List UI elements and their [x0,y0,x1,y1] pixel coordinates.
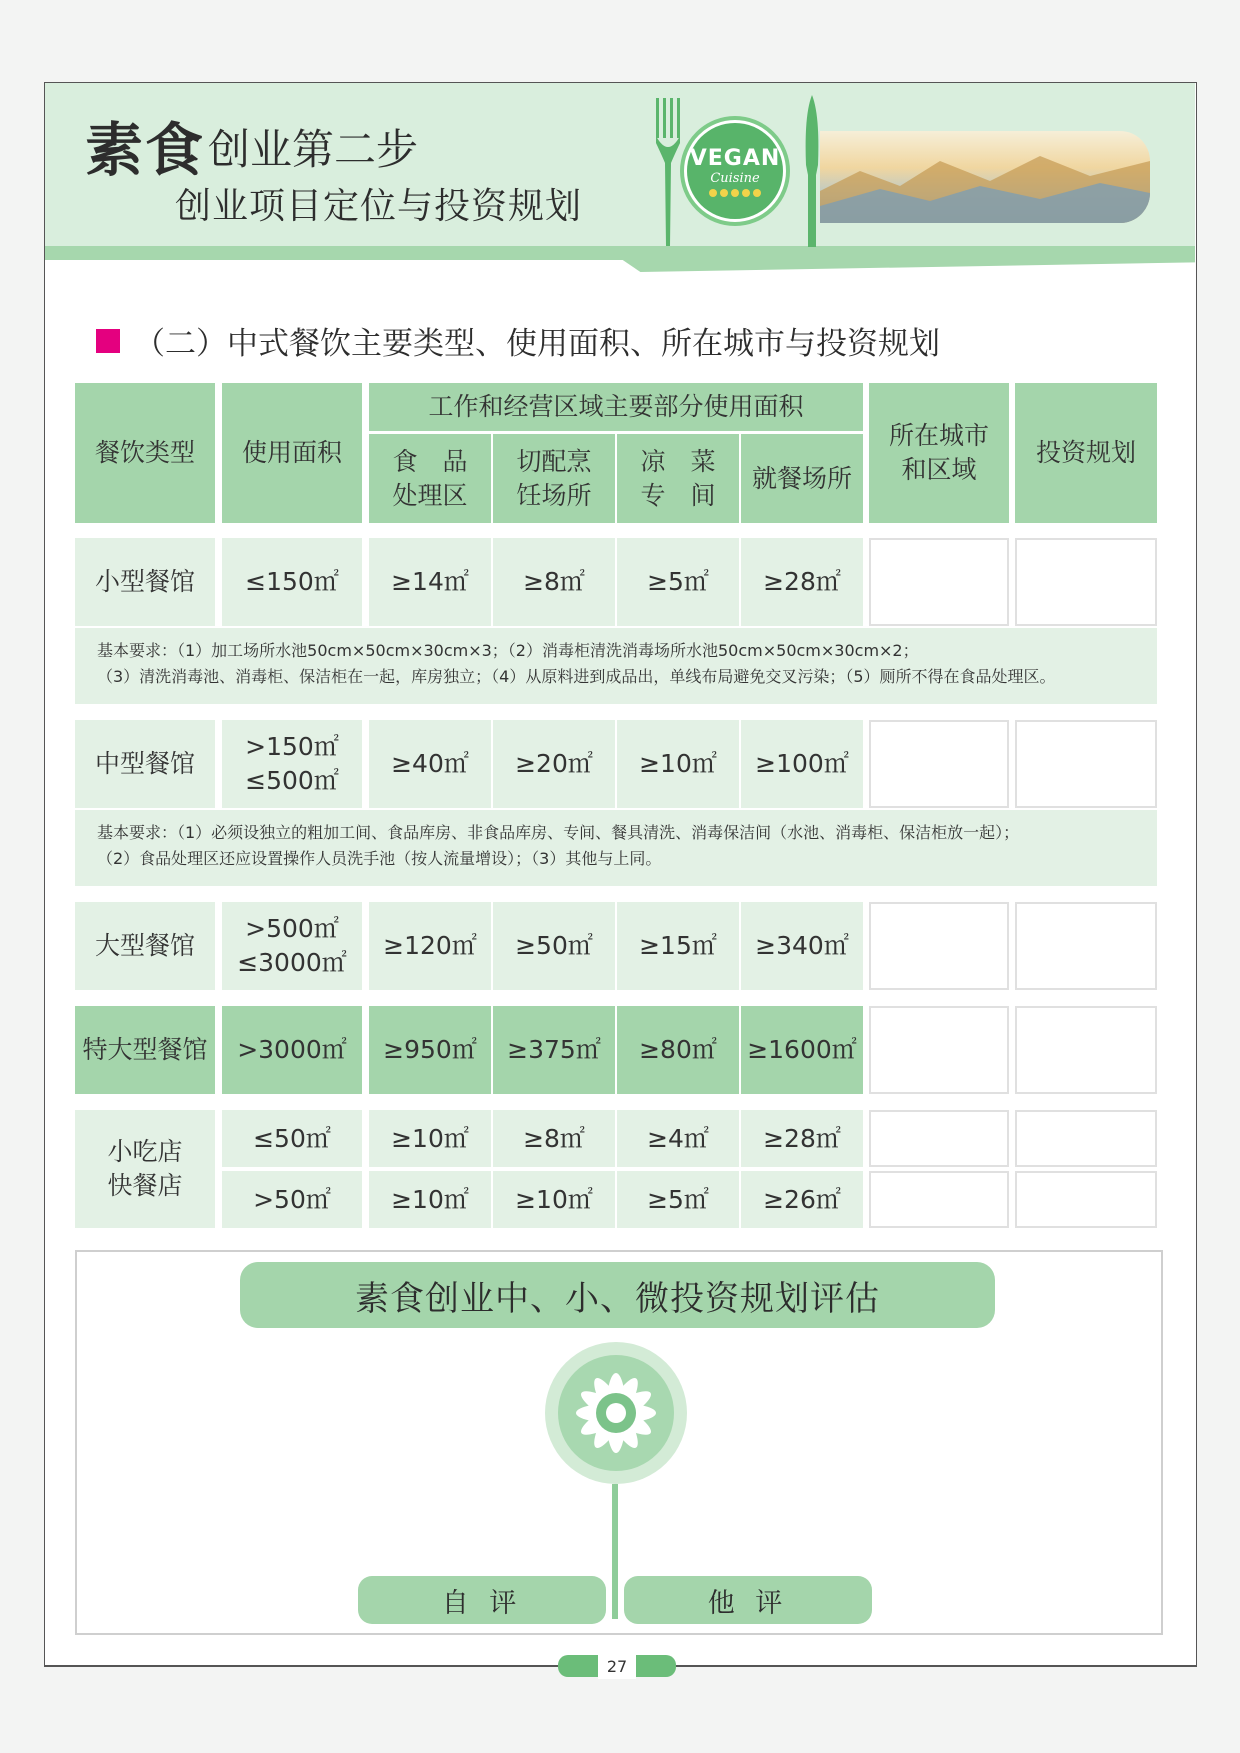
row-medium-city[interactable] [869,720,1009,808]
fork-icon [653,98,683,248]
row-medium-food: ≥40㎡ [369,720,491,808]
row-medium-cook: ≥20㎡ [493,720,615,808]
row-snack1-cook: ≥8㎡ [493,1110,615,1167]
row-xlarge-cook: ≥375㎡ [493,1006,615,1094]
header-work-area: 工作和经营区域主要部分使用面积 [369,383,863,431]
heading-marker [96,329,120,353]
section-heading-text: （二）中式餐饮主要类型、使用面积、所在城市与投资规划 [134,326,940,362]
row-small-invest[interactable] [1015,538,1157,626]
row-small-food: ≥14㎡ [369,538,491,626]
row-snack2-food: ≥10㎡ [369,1171,491,1228]
row-snack2-cold: ≥5㎡ [617,1171,739,1228]
row-snack2-invest[interactable] [1015,1171,1157,1228]
row-medium-requirements: 基本要求：（1）必须设独立的粗加工间、食品库房、非食品库房、专间、餐具清洗、消毒保洁间（水池、消毒柜、保洁柜放一起）； （2）食品处理区还应设置操作人员洗手池（按人流量增设）；（3）其他与上同。 [75,810,1157,886]
row-xlarge-dining: ≥1600㎡ [741,1006,863,1094]
section-heading [96,318,940,363]
row-medium-cold: ≥10㎡ [617,720,739,808]
header [45,83,1195,283]
row-large-cook: ≥50㎡ [493,902,615,990]
row-large-area: >500㎡ ≤3000㎡ [222,902,362,990]
row-xlarge-area: >3000㎡ [222,1006,362,1094]
row-xlarge-invest[interactable] [1015,1006,1157,1094]
vegan-cuisine: Cuisine [710,170,760,186]
header-cold: 凉 菜 专 间 [617,434,739,523]
knife-icon [802,95,822,250]
row-medium-area: >150㎡ ≤500㎡ [222,720,362,808]
row-xlarge-type: 特大型餐馆 [75,1006,215,1094]
row-snack1-food: ≥10㎡ [369,1110,491,1167]
self-evaluation-button[interactable]: 自 评 [358,1576,606,1624]
row-small-dining: ≥28㎡ [741,538,863,626]
row-snack2-cook: ≥10㎡ [493,1171,615,1228]
header-cook: 切配烹 饪场所 [493,434,615,523]
row-large-city[interactable] [869,902,1009,990]
row-small-area: ≤150㎡ [222,538,362,626]
row-small-city[interactable] [869,538,1009,626]
row-snack-type: 小吃店 快餐店 [75,1110,215,1228]
row-small-cook: ≥8㎡ [493,538,615,626]
header-type: 餐饮类型 [75,383,215,523]
row-snack1-invest[interactable] [1015,1110,1157,1167]
row-medium-type: 中型餐馆 [75,720,215,808]
row-large-invest[interactable] [1015,902,1157,990]
row-small-type: 小型餐馆 [75,538,215,626]
flower-stem [612,1484,618,1619]
row-large-dining: ≥340㎡ [741,902,863,990]
header-food: 食 品 处理区 [369,434,491,523]
title-rest: 创业第二步 [208,125,419,174]
vegan-word: VEGAN [689,145,781,171]
subtitle: 创业项目定位与投资规划 [175,186,583,227]
row-snack1-dining: ≥28㎡ [741,1110,863,1167]
row-snack2-dining: ≥26㎡ [741,1171,863,1228]
header-city: 所在城市 和区域 [869,383,1009,523]
evaluation-title: 素食创业中、小、微投资规划评估 [240,1262,995,1328]
row-xlarge-city[interactable] [869,1006,1009,1094]
flower-emblem-icon [543,1340,689,1486]
landscape-image [820,131,1150,223]
header-dining: 就餐场所 [741,434,863,523]
page-number: 27 [598,1653,636,1679]
peer-evaluation-button[interactable]: 他 评 [624,1576,872,1624]
row-large-type: 大型餐馆 [75,902,215,990]
header-invest: 投资规划 [1015,383,1157,523]
vegan-dots [709,189,761,197]
row-small-requirements: 基本要求：（1）加工场所水池50cm×50cm×30cm×3；（2）消毒柜清洗消毒场所水池50cm×50cm×30cm×2； （3）清洗消毒池、消毒柜、保洁柜在一起，库房独立；（4）从原料进到成品出，单线布局避免交叉污染；（5）厕所不得在食品处理区。 [75,628,1157,704]
row-large-food: ≥120㎡ [369,902,491,990]
row-snack2-city[interactable] [869,1171,1009,1228]
title-bold: 素食 [85,116,206,184]
page-number-tab [558,1653,676,1679]
row-snack1-city[interactable] [869,1110,1009,1167]
row-medium-invest[interactable] [1015,720,1157,808]
row-xlarge-cold: ≥80㎡ [617,1006,739,1094]
row-snack2-area: >50㎡ [222,1171,362,1228]
row-xlarge-food: ≥950㎡ [369,1006,491,1094]
row-snack1-cold: ≥4㎡ [617,1110,739,1167]
row-snack1-area: ≤50㎡ [222,1110,362,1167]
vegan-badge [680,116,790,226]
header-area: 使用面积 [222,383,362,523]
row-large-cold: ≥15㎡ [617,902,739,990]
row-small-cold: ≥5㎡ [617,538,739,626]
header-notch [605,248,1195,272]
row-medium-dining: ≥100㎡ [741,720,863,808]
